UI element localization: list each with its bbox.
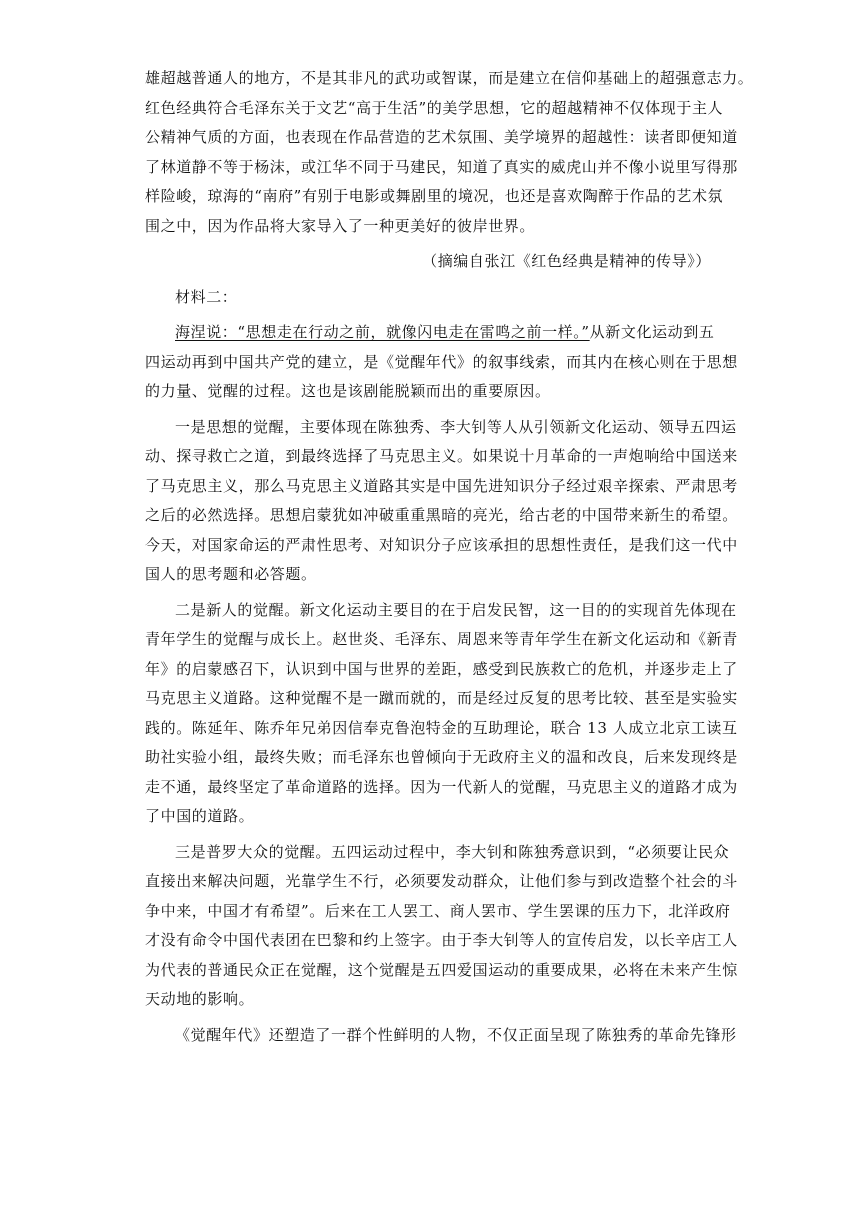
- text-line: 青年学生的觉醒与成长上。赵世炎、毛泽东、周恩来等青年学生在新文化运动和《新青: [145, 630, 738, 648]
- text-line: 动、探寻救亡之道，到最终选择了马克思主义。如果说十月革命的一声炮响给中国送来: [145, 447, 738, 465]
- paragraph-two: [145, 596, 738, 832]
- text-line: 三是普罗大众的觉醒。五四运动过程中，李大钊和陈独秀意识到，“必须要让民众: [175, 842, 730, 861]
- text-line: 围之中，因为作品将大家导入了一种更美好的彼岸世界。: [145, 216, 536, 235]
- text-line: 马克思主义道路。这种觉醒不是一蹴而就的，而是经过反复的思考比较、甚至是实验实: [145, 689, 738, 707]
- text-line: 天动地的影响。: [145, 990, 255, 1008]
- text-line: 公精神气质的方面，也表现在作品营造的艺术氛围、美学境界的超越性：读者即便知道: [145, 128, 738, 146]
- text-line: 才没有命令中国代表团在巴黎和约上签字。由于李大钊等人的宣传启发，以长辛店工人: [145, 931, 738, 949]
- paragraph-one: [145, 413, 738, 590]
- text-span: 从新文化运动到五: [589, 323, 715, 341]
- text-line: 了马克思主义，那么马克思主义道路其实是中国先进知识分子经过艰辛探索、严肃思考: [145, 476, 738, 495]
- text-line: 争中来，中国才有希望”。后来在工人罢工、商人罢市、学生罢课的压力下，北洋政府: [145, 901, 731, 920]
- paragraph-last: [145, 1021, 737, 1051]
- text-line: 走不通，最终坚定了革命道路的选择。因为一代新人的觉醒，马克思主义的道路才成为: [145, 777, 738, 796]
- text-line: 《觉醒年代》还塑造了一群个性鲜明的人物，不仅正面呈现了陈独秀的革命先锋形: [175, 1025, 737, 1044]
- underlined-quote: 海涅说：“思想走在行动之前，就像闪电走在雷鸣之前一样。”: [175, 323, 590, 341]
- text-line: 雄超越普通人的地方，不是其非凡的武功或智谋，而是建立在信仰基础上的超强意志力。: [145, 69, 754, 87]
- text-line: 了林道静不等于杨沫，或江华不同于马建民，知道了真实的威虎山并不像小说里写得那: [145, 157, 738, 176]
- text-line: 红色经典符合毛泽东关于文艺“高于生活”的美学思想，它的超越精神不仅体现于主人: [145, 98, 724, 117]
- paragraph-three: [145, 838, 738, 1015]
- text-line: 二是新人的觉醒。新文化运动主要目的在于启发民智，这一目的的实现首先体现在: [175, 600, 737, 619]
- text-line: 年》的启蒙感召下，认识到中国与世界的差距，感受到民族救亡的危机，并逐步走上了: [145, 659, 738, 678]
- source-citation: （摘编自张江《红色经典是精神的传导》）: [422, 252, 711, 270]
- text-line: [145, 318, 715, 348]
- paragraph-intro: [145, 318, 738, 407]
- text-line: 践的。陈延年、陈乔年兄弟因信奉克鲁泡特金的互助理论，联合 13 人成立北京工读互: [145, 718, 738, 737]
- section-label-material2: 材料二：: [175, 287, 238, 306]
- text-line: 国人的思考题和必答题。: [145, 565, 317, 583]
- text-line: 样险峻，琼海的“南府”有别于电影或舞剧里的境况，也还是喜欢陶醉于作品的艺术氛: [145, 187, 724, 205]
- paragraph-material1-end: [145, 64, 754, 241]
- text-line: 助社实验小组，最终失败；而毛泽东也曾倾向于无政府主义的温和改良，后来发现终是: [145, 748, 738, 766]
- text-line: 的力量、觉醒的过程。这也是该剧能脱颖而出的重要原因。: [145, 382, 551, 400]
- text-line: 四运动再到中国共产党的建立，是《觉醒年代》的叙事线索，而其内在核心则在于思想: [145, 352, 738, 371]
- text-line: 了中国的道路。: [145, 807, 255, 825]
- text-line: 为代表的普通民众正在觉醒，这个觉醒是五四爱国运动的重要成果，必将在未来产生惊: [145, 960, 738, 979]
- text-line: 今天，对国家命运的严肃性思考、对知识分子应该承担的思想性责任，是我们这一代中: [145, 535, 738, 554]
- text-line: 一是思想的觉醒，主要体现在陈独秀、李大钊等人从引领新文化运动、领导五四运: [175, 417, 737, 436]
- text-line: 直接出来解决问题，光靠学生不行，必须要发动群众，让他们参与到改造整个社会的斗: [145, 872, 738, 890]
- text-line: 之后的必然选择。思想启蒙犹如冲破重重黑暗的亮光，给古老的中国带来新生的希望。: [145, 506, 738, 524]
